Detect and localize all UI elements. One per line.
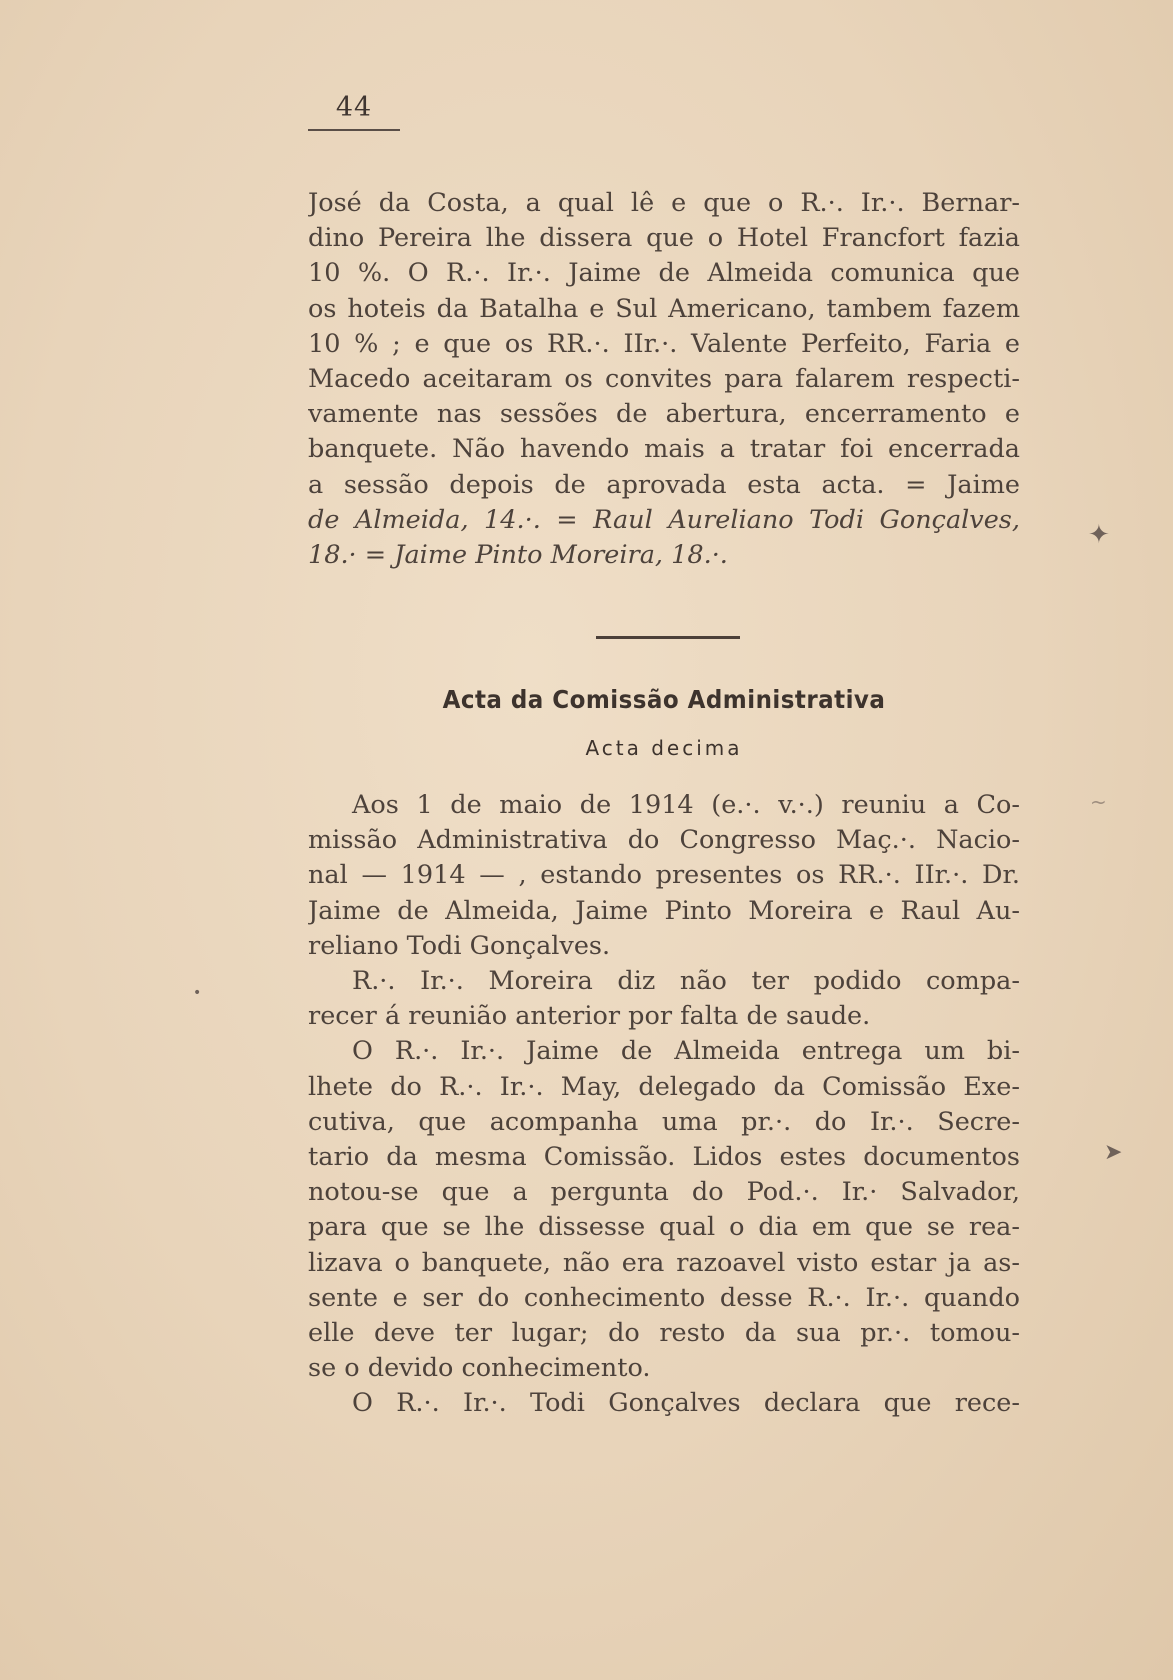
text-line: tario da mesma Comissão. Lidos estes documentos: [308, 1142, 1020, 1173]
text-line: José da Costa, a qual lê e que o R.·. Ir.·. Bernar-: [308, 188, 1020, 218]
text-line: vamente nas sessões de abertura, encerramento e: [308, 399, 1020, 430]
text-line: 10 % ; e que os RR.·. IIr.·. Valente Perfeito, Faria e: [308, 328, 1020, 359]
minutes-text: [308, 788, 1020, 1422]
text-line: banquete. Não havendo mais a tratar foi encerrada: [308, 434, 1020, 465]
text-line: Aos 1 de maio de 1914 (e.·. v.·.) reuniu a Co-: [352, 790, 1020, 820]
text-line: nal — 1914 — , estando presentes os RR.·. IIr.·. Dr.: [308, 860, 1020, 891]
signature-line: de Almeida, 14.·. = Raul Aureliano Todi Gonçalves,: [308, 504, 1020, 535]
text-line: O R.·. Ir.·. Jaime de Almeida entrega um bi-: [352, 1036, 1020, 1067]
text-line: Jaime de Almeida, Jaime Pinto Moreira e Raul Au-: [308, 895, 1020, 926]
text-line: R.·. Ir.·. Moreira diz não ter podido compa-: [352, 966, 1020, 997]
ink-mark: ✦: [1088, 520, 1110, 550]
text-line: 10 %. O R.·. Ir.·. Jaime de Almeida comunica que: [308, 258, 1020, 289]
text-line: sente e ser do conhecimento desse R.·. Ir.·. quando: [308, 1282, 1020, 1313]
section-title: Acta da Comissão Administrativa: [442, 685, 886, 714]
section-divider: [596, 636, 740, 639]
text-line: para que se lhe dissesse qual o dia em que se rea-: [308, 1212, 1020, 1243]
ink-mark: ➤: [1104, 1140, 1123, 1165]
text-line: O R.·. Ir.·. Todi Gonçalves declara que rece-: [352, 1388, 1020, 1419]
signature-line: 18.· = Jaime Pinto Moreira, 18.·.: [308, 540, 728, 571]
text-line: se o devido conhecimento.: [308, 1353, 651, 1384]
page-number: 44: [308, 92, 400, 131]
text-line: a sessão depois de aprovada esta acta. = Jaime: [308, 469, 1020, 500]
text-line: os hoteis da Batalha e Sul Americano, tambem fazem: [308, 293, 1020, 324]
section-subtitle: Acta decima: [585, 736, 743, 760]
text-line: recer á reunião anterior por falta de saude.: [308, 1001, 871, 1032]
text-line: elle deve ter lugar; do resto da sua pr.·. tomou-: [308, 1318, 1020, 1349]
previous-minutes-text: [308, 186, 1020, 573]
text-line: dino Pereira lhe dissera que o Hotel Francfort fazia: [308, 223, 1020, 254]
text-line: missão Administrativa do Congresso Maç.·. Nacio-: [308, 825, 1020, 856]
text-line: lizava o banquete, não era razoavel visto estar ja as-: [308, 1247, 1020, 1278]
text-line: reliano Todi Gonçalves.: [308, 930, 611, 961]
ink-mark: •: [193, 985, 202, 1001]
text-line: cutiva, que acompanha uma pr.·. do Ir.·. Secre-: [308, 1106, 1020, 1137]
text-line: notou-se que a pergunta do Pod.·. Ir.· Salvador,: [308, 1177, 1020, 1208]
ink-mark: ~: [1090, 790, 1107, 814]
text-line: Macedo aceitaram os convites para falarem respecti-: [308, 364, 1020, 395]
text-line: lhete do R.·. Ir.·. May, delegado da Comissão Exe-: [308, 1071, 1020, 1102]
